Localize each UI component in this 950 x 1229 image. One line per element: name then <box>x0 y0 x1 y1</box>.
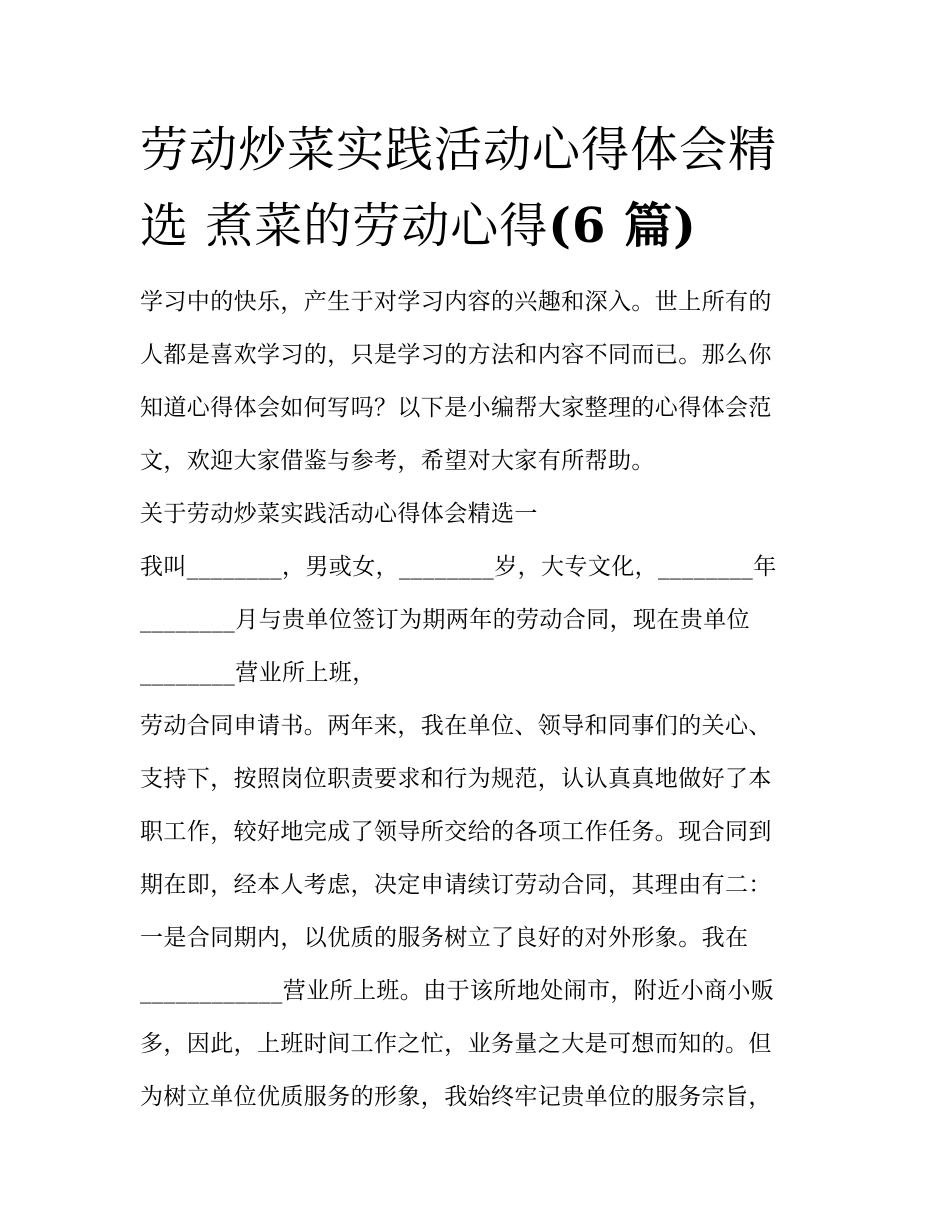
paragraph-line: 文，欢迎大家借鉴与参考，希望对大家有所帮助。 <box>140 448 655 474</box>
paragraph-line: 一是合同期内，以优质的服务树立了良好的对外形象。我在 <box>140 925 749 951</box>
section-heading: 关于劳动炒菜实践活动心得体会精选一 <box>140 501 538 527</box>
title-count: (6 <box>548 198 607 254</box>
paragraph-line: 劳动合同申请书。两年来，我在单位、领导和同事们的关心、 <box>140 713 772 739</box>
paragraph-line: 职工作，较好地完成了领导所交给的各项工作任务。现合同到 <box>140 819 772 845</box>
paragraph-line: ________月与贵单位签订为期两年的劳动合同，现在贵单位 <box>140 607 750 633</box>
title-count-suffix: 篇) <box>606 198 697 254</box>
document-body <box>140 280 820 1128</box>
paragraph-line: ________营业所上班， <box>140 660 376 686</box>
paragraph-line: 为树立单位优质服务的形象，我始终牢记贵单位的服务宗旨， <box>140 1084 772 1110</box>
paragraph-line: 期在即，经本人考虑，决定申请续订劳动合同，其理由有二： <box>140 872 772 898</box>
paragraph-line: ____________营业所上班。由于该所地处闹市，附近小商小贩 <box>140 978 775 1004</box>
document-title <box>140 112 840 264</box>
paragraph-line: 我叫________，男或女，________岁，大专文化，________年 <box>140 554 777 580</box>
paragraph-line: 人都是喜欢学习的，只是学习的方法和内容不同而已。那么你 <box>140 342 772 368</box>
paragraph-line: 多，因此，上班时间工作之忙，业务量之大是可想而知的。但 <box>140 1031 772 1057</box>
title-line-1: 劳动炒菜实践活动心得体会精 <box>140 122 778 178</box>
paragraph-line: 知道心得体会如何写吗？以下是小编帮大家整理的心得体会范 <box>140 395 772 421</box>
title-line-2-text: 选 煮菜的劳动心得 <box>140 198 549 254</box>
title-line-2 <box>140 188 840 264</box>
paragraph-line: 支持下，按照岗位职责要求和行为规范，认认真真地做好了本 <box>140 766 772 792</box>
paragraph-line: 学习中的快乐，产生于对学习内容的兴趣和深入。世上所有的 <box>140 289 772 315</box>
